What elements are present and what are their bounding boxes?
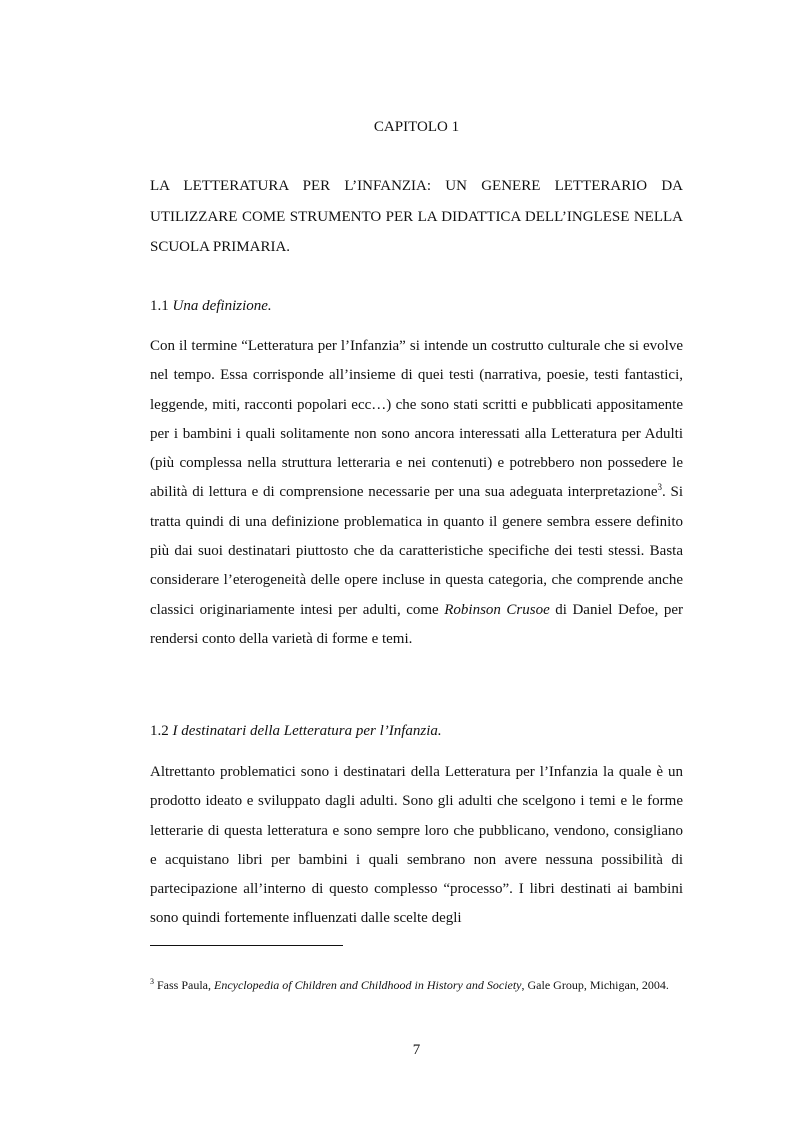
section-2-heading bbox=[150, 721, 683, 741]
footnote-reference[interactable]: 3 bbox=[657, 482, 663, 493]
footnote-work-title: Encyclopedia of Children and Childhood in History and Society bbox=[214, 978, 522, 992]
page-number: 7 bbox=[412, 1042, 421, 1058]
document-page bbox=[150, 0, 683, 1123]
section-1-title: Una definizione. bbox=[172, 298, 272, 314]
section-1-paragraph bbox=[150, 332, 683, 654]
footnote-publication: , Gale Group, Michigan, 2004. bbox=[521, 978, 669, 992]
footnote-separator bbox=[150, 945, 343, 946]
footnote-marker: 3 bbox=[150, 977, 154, 986]
section-1-heading bbox=[150, 296, 683, 316]
section-1-text-part1: Con il termine “Letteratura per l’Infanzia” si intende un costrutto culturale che si evolve nel tempo. Essa corrisponde all’insieme di quei testi (narrativa, poesie, testi fantastici, leggende, miti, racconti popolari ecc…) che sono stati scritti e pubblicati appositamente per i bambini i quali solitamente non sono ancora interessati alla Letteratura per Adulti (più complessa nella struttura letteraria e nei contenuti) e potrebbero non possedere le abilità di lettura e di comprensione necessarie per una sua adeguata interpretazione bbox=[150, 338, 683, 501]
section-1-number: 1.1 bbox=[150, 298, 173, 314]
section-2-number: 1.2 bbox=[150, 723, 173, 739]
section-2-title: I destinatari della Letteratura per l’Infanzia. bbox=[172, 723, 442, 739]
book-title: Robinson Crusoe bbox=[444, 601, 550, 618]
section-1-text-part3: di Daniel Defoe, per rendersi conto della varietà di forme e temi. bbox=[150, 601, 684, 647]
section-2-paragraph: Altrettanto problematici sono i destinatari della Letteratura per l’Infanzia la quale è un prodotto ideato e sviluppato dagli adulti. Sono gli adulti che scelgono i temi e le forme letterarie di questa letteratura e sono sempre loro che pubblicano, vendono, consigliano e acquistano libri per bambini i quali sembrano non avere nessuna possibilità di partecipazione all’interno di questo complesso “processo”. I libri destinati ai bambini sono quindi fortemente influenzati dalle scelte degli bbox=[150, 764, 683, 927]
footnote-author: Fass Paula, bbox=[154, 978, 214, 992]
section-1-text-part2: . Si tratta quindi di una definizione problematica in quanto il genere sembra essere definito più dai suoi destinatari piuttosto che da caratteristiche specifiche dei testi stessi. Basta considerare l’eterogeneità delle opere incluse in questa categoria, che comprende anche classici originariamente intesi per adulti, come bbox=[150, 484, 683, 618]
chapter-label: CAPITOLO 1 bbox=[373, 119, 460, 135]
footnote bbox=[150, 975, 683, 995]
chapter-title: LA LETTERATURA PER L’INFANZIA: UN GENERE LETTERARIO DA UTILIZZARE COME STRUMENTO PER LA DIDATTICA DELL’INGLESE NELLA SCUOLA PRIMARIA. bbox=[150, 178, 683, 255]
